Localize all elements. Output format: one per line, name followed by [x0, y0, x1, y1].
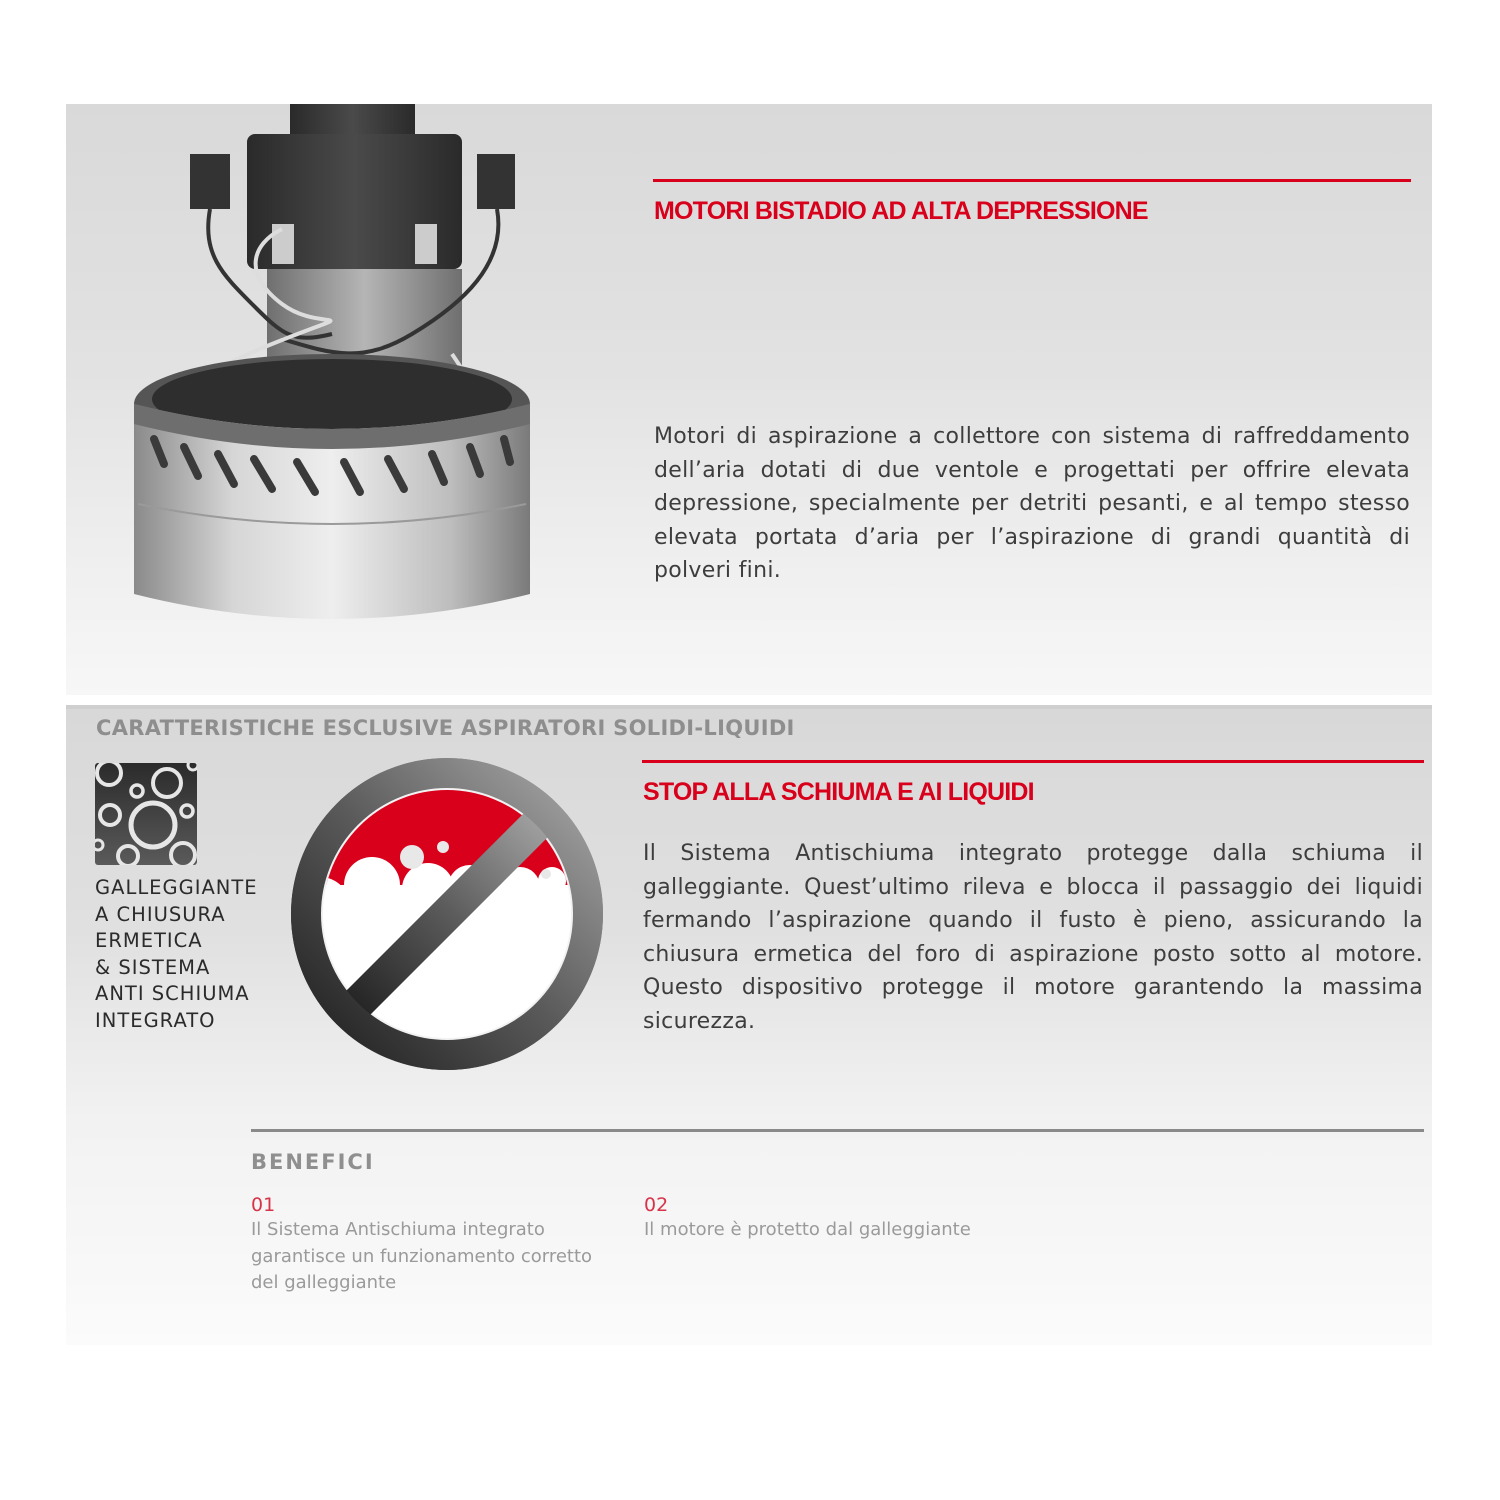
benefit-item: [251, 1193, 621, 1297]
motor-heading-rule: [653, 179, 1411, 182]
motor-description: Motori di aspirazione a collettore con sistema di raffreddamento dell’aria dotati di due ventole e progettati per offrire elevata depressione, specialmente per detriti pesanti, e al tempo stesso elevata portata d’aria per l’aspirazione di grandi quantità di polveri fini.: [654, 424, 1410, 583]
benefits-title: BENEFICI: [251, 1150, 375, 1174]
feature-label-line: & SISTEMA: [95, 955, 211, 979]
motor-section: [66, 104, 1432, 695]
foam-description: Il Sistema Antischiuma integrato protegge dalla schiuma il galleggiante. Quest’ultimo rileva e blocca il passaggio dei liquidi fermando l’aspirazione quando il fusto è pieno, assicurando la chiusura ermetica del foro di aspirazione posto sotto al motore. Questo dispositivo protegge il motore garantendo la massima sicurezza.: [643, 841, 1423, 1034]
benefit-text: Il Sistema Antischiuma integrato garantisce un funzionamento corretto del galleggiante: [251, 1219, 593, 1293]
features-section-title: CARATTERISTICHE ESCLUSIVE ASPIRATORI SOLIDI-LIQUIDI: [96, 716, 795, 740]
benefit-text: Il motore è protetto dal galleggiante: [644, 1219, 971, 1240]
feature-label-line: ANTI SCHIUMA: [95, 982, 250, 1005]
feature-label-line: GALLEGGIANTE: [95, 876, 258, 899]
benefit-number: 01: [251, 1194, 276, 1216]
benefits-rule: [251, 1129, 1424, 1132]
feature-label: [95, 875, 258, 1034]
vacuum-motor-image: [132, 104, 532, 634]
motor-heading: MOTORI BISTADIO AD ALTA DEPRESSIONE: [654, 197, 1148, 225]
foam-heading-rule: [642, 760, 1424, 763]
feature-label-line: ERMETICA: [95, 929, 203, 952]
foam-heading: STOP ALLA SCHIUMA E AI LIQUIDI: [643, 778, 1034, 806]
feature-label-line: A CHIUSURA: [95, 902, 226, 926]
benefit-item: [644, 1193, 1014, 1244]
benefit-number: 02: [644, 1194, 669, 1216]
bubbles-icon: [95, 763, 197, 865]
no-foam-prohibition-icon: [290, 757, 604, 1071]
feature-label-line: INTEGRATO: [95, 1008, 216, 1032]
features-section: [66, 705, 1432, 1345]
